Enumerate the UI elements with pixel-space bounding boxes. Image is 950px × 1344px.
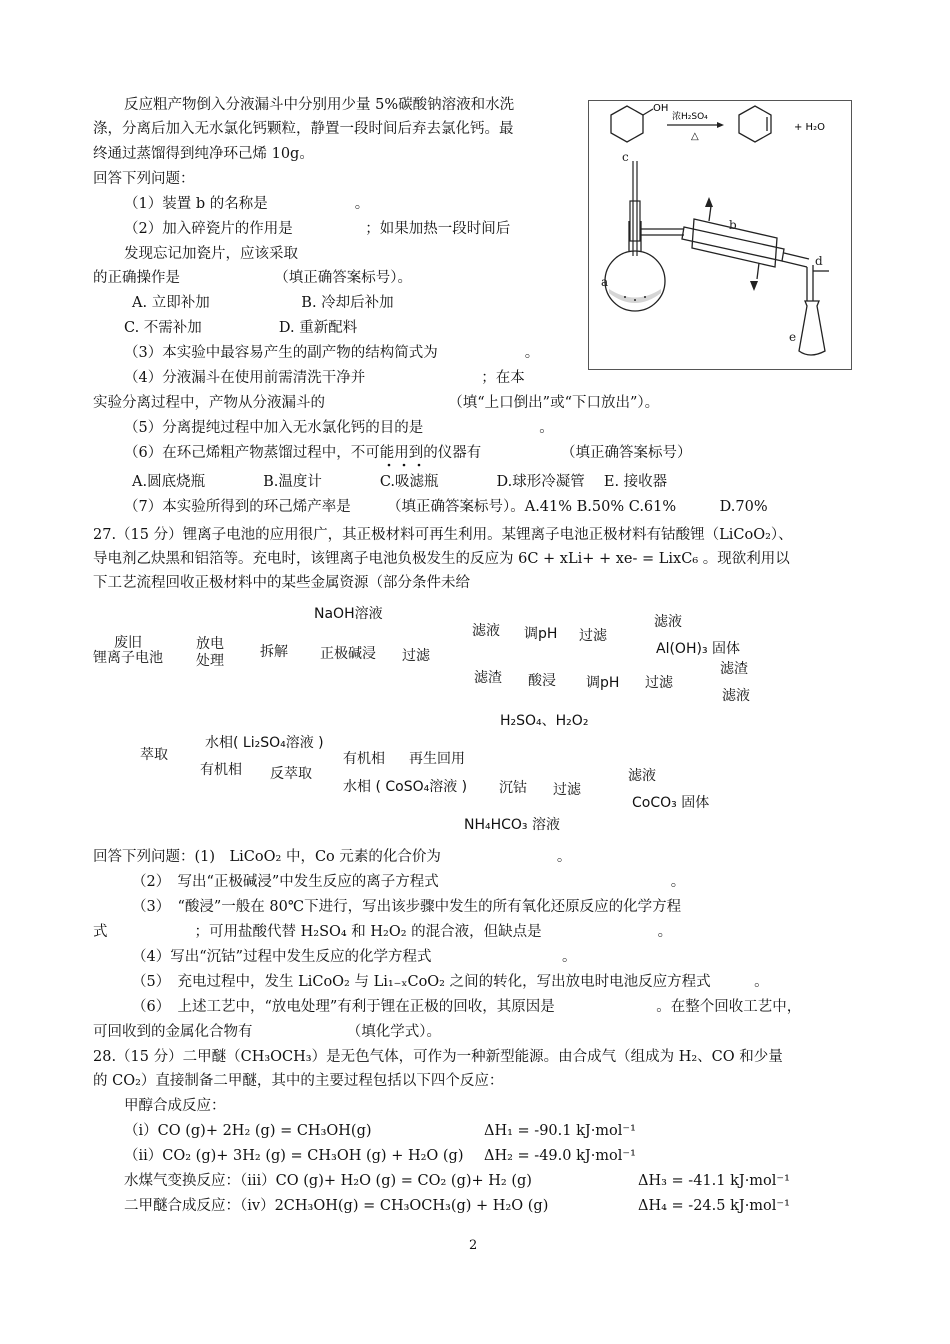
flow-discharge-1: 放电 <box>196 636 224 652</box>
flow-alkali-leach: 正极碱浸 <box>320 646 376 662</box>
cyclohexanol-structure <box>611 106 653 142</box>
p28-reaction-4: 二甲醚合成反应：（ⅳ）2CH₃OH(g) = CH₃OCH₃(g) + H₂O (g) <box>124 1198 549 1214</box>
flow-cobalt-precip: 沉钴 <box>499 780 527 796</box>
label-a: a <box>601 275 609 289</box>
p26-line-1: 反应粗产物倒入分液漏斗中分别用少量 5%碳酸钠溶液和水洗 <box>124 97 515 113</box>
flow-organic-1: 有机相 <box>200 762 242 778</box>
p26-q4: （4）分液漏斗在使用前需清洗干净并 ；在本 <box>124 370 525 386</box>
p27-q6: （6） 上述工艺中，“放电处理”有利于锂在正极的回收，其原因是 。在整个回收工艺中， <box>132 999 802 1015</box>
p27-q6-cont: 可回收到的金属化合物有 （填化学式）。 <box>93 1024 441 1040</box>
flow-filtrate-2: 滤液 <box>654 614 682 630</box>
p28-dh-2: ΔH₂ = -49.0 kJ·mol⁻¹ <box>484 1148 636 1164</box>
p26-q1: （1）装置 b 的名称是 。 <box>124 196 370 212</box>
p26-q3: （3）本实验中最容易产生的副产物的结构简式为 。 <box>124 345 540 361</box>
p26-q4-cont: 实验分离过程中，产物从分液漏斗的 （填“上口倒出”或“下口放出”）。 <box>93 395 660 411</box>
flow-ph-2: 调pH <box>586 675 620 691</box>
p28-dh-1: ΔH₁ = -90.1 kJ·mol⁻¹ <box>484 1123 636 1139</box>
flow-h2so4-h2o2: H₂SO₄、H₂O₂ <box>500 713 589 729</box>
oh-label: OH <box>653 103 669 114</box>
flow-aqueous-coso4: 水相 ( CoSO₄溶液 ) <box>343 779 468 795</box>
p26-line-4: 回答下列问题： <box>93 171 195 187</box>
flow-naoh: NaOH溶液 <box>314 606 383 622</box>
flow-coco3-solid: CoCO₃ 固体 <box>632 795 710 811</box>
p27-line-2: 导电剂乙炔黑和铝箔等。充电时，该锂离子电池负极发生的反应为 6C + xLi+ + xe- = LixC₆ 。现欲利用以 <box>93 551 790 567</box>
p28-dh-4: ΔH₄ = -24.5 kJ·mol⁻¹ <box>638 1198 790 1214</box>
flow-nh4hco3: NH₄HCO₃ 溶液 <box>464 817 560 833</box>
p28-reaction-2: （ⅱ）CO₂ (g)+ 3H₂ (g) = CH₃OH (g) + H₂O (g) <box>124 1148 464 1164</box>
flow-waste-2: 锂离子电池 <box>93 650 163 666</box>
flow-aqueous-li2so4: 水相( Li₂SO₄溶液 ) <box>205 735 324 751</box>
p26-q2-cont: 发现忘记加瓷片，应该采取 <box>124 246 298 262</box>
condenser-tube <box>682 206 809 279</box>
p28-reaction-1: （ⅰ）CO (g)+ 2H₂ (g) = CH₃OH(g) <box>124 1123 372 1139</box>
p28-line-3: 甲醇合成反应： <box>124 1098 226 1114</box>
label-c: c <box>622 150 629 164</box>
flow-dismantle: 拆解 <box>260 644 288 660</box>
p28-dh-3: ΔH₃ = -41.1 kJ·mol⁻¹ <box>638 1173 790 1189</box>
flow-discharge-2: 处理 <box>196 653 224 669</box>
page-number: 2 <box>469 1238 478 1253</box>
distillation-apparatus-figure <box>588 100 852 370</box>
label-e: e <box>789 330 797 344</box>
flow-residue-1: 滤渣 <box>474 670 502 686</box>
label-b: b <box>729 218 737 232</box>
flow-residue-2: 滤渣 <box>720 661 748 677</box>
p27-q1: 回答下列问题：(1) LiCoO₂ 中，Co 元素的化合价为 。 <box>93 849 572 865</box>
flow-organic-2: 有机相 <box>343 751 385 767</box>
p27-q2: （2） 写出“正极碱浸”中发生反应的离子方程式 。 <box>132 874 686 890</box>
flow-recycle: 再生回用 <box>409 751 465 767</box>
flow-filter-2: 过滤 <box>579 628 607 644</box>
p28-reaction-3: 水煤气变换反应：（ⅲ）CO (g)+ H₂O (g) = CO₂ (g)+ H₂ (g) <box>124 1173 532 1189</box>
p26-line-2: 涤，分离后加入无水氯化钙颗粒，静置一段时间后弃去氯化钙。最 <box>93 121 514 137</box>
flow-ph-1: 调pH <box>524 626 558 642</box>
flow-acid-leach: 酸浸 <box>528 673 556 689</box>
p27-line-3: 下工艺流程回收正极材料中的某些金属资源（部分条件未给 <box>93 575 470 591</box>
p26-q2: （2）加入碎瓷片的作用是 ；如果加热一段时间后 <box>124 221 511 237</box>
label-d: d <box>815 254 823 268</box>
flow-filtrate-4: 滤液 <box>628 768 656 784</box>
p26-q6-opts: A.圆底烧瓶 B.温度计 C.吸滤瓶 D.球形冷凝管 E. 接收器 <box>132 474 668 490</box>
heat-symbol: △ <box>691 131 699 142</box>
p26-q7: （7）本实验所得到的环己烯产率是 （填正确答案标号）。A.41% B.50% C.61% D.70% <box>124 499 768 515</box>
emphasis-dots <box>380 462 430 468</box>
flow-aloh3-solid: Al(OH)₃ 固体 <box>656 641 740 657</box>
p26-opts-cd: C. 不需补加 D. 重新配料 <box>124 320 358 336</box>
p27-line-1: 27.（15 分）锂离子电池的应用很广，其正极材料可再生利用。某锂离子电池正极材料有钴酸锂（LiCoO₂）、 <box>93 527 793 543</box>
p27-q5: （5） 充电过程中，发生 LiCoO₂ 与 Li₁₋ₓCoO₂ 之间的转化，写出放电时电池反应方程式 。 <box>132 974 769 990</box>
p26-q6: （6）在环己烯粗产物蒸馏过程中，不可能用到的仪器有 （填正确答案标号） <box>124 445 692 461</box>
p26-q5: （5）分离提纯过程中加入无水氯化钙的目的是 。 <box>124 420 554 436</box>
receiving-flask <box>799 265 829 355</box>
p26-line-3: 终通过蒸馏得到纯净环己烯 10g。 <box>93 146 314 162</box>
reagent-label: 浓H₂SO₄ <box>672 112 708 122</box>
flow-extraction: 萃取 <box>140 747 168 763</box>
flow-filter-3: 过滤 <box>645 675 673 691</box>
flow-filter-4: 过滤 <box>553 782 581 798</box>
p27-q3-cont: 式 ；可用盐酸代替 H₂SO₄ 和 H₂O₂ 的混合液，但缺点是 。 <box>93 924 673 940</box>
p26-q2-cont2: 的正确操作是 （填正确答案标号）。 <box>93 270 412 286</box>
flow-back-extraction: 反萃取 <box>270 766 312 782</box>
flow-filtrate-1: 滤液 <box>472 623 500 639</box>
p26-opts-ab: A. 立即补加 B. 冷却后补加 <box>132 295 394 311</box>
flow-filtrate-3: 滤液 <box>722 688 750 704</box>
cyclohexene-structure <box>739 106 771 142</box>
flow-filter-1: 过滤 <box>402 648 430 664</box>
p28-line-1: 28.（15 分）二甲醚（CH₃OCH₃）是无色气体，可作为一种新型能源。由合成气（组成为 H₂、CO 和少量 <box>93 1049 783 1065</box>
water-product: + H₂O <box>794 122 825 133</box>
p28-line-2: 的 CO₂）直接制备二甲醚，其中的主要过程包括以下四个反应： <box>93 1073 504 1089</box>
p27-q4: （4）写出“沉钴”过程中发生反应的化学方程式 。 <box>132 949 577 965</box>
flow-waste-1: 废旧 <box>114 635 142 651</box>
p27-q3: （3） “酸浸”一般在 80℃下进行，写出该步骤中发生的所有氧化还原反应的化学方程 <box>132 899 682 915</box>
